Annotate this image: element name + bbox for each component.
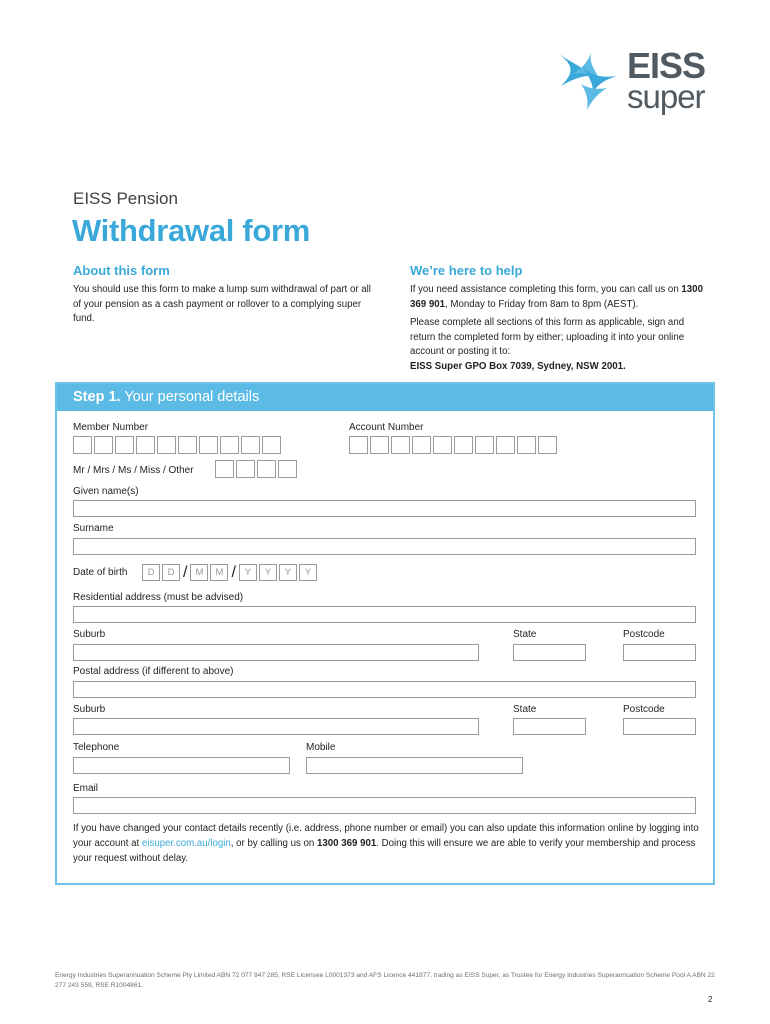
residential-address-label: Residential address (must be advised) bbox=[73, 592, 244, 603]
member-number-input[interactable] bbox=[73, 436, 283, 454]
state-input[interactable] bbox=[513, 644, 586, 661]
dob-year-box[interactable]: Y bbox=[279, 564, 297, 581]
state-label: State bbox=[513, 629, 537, 640]
residential-address-input[interactable] bbox=[73, 606, 696, 623]
title-input[interactable] bbox=[215, 460, 299, 478]
help-text-a: If you need assistance completing this form, you can call us on bbox=[410, 284, 682, 295]
note-text-a: If you have changed your contact details recently (i.e. address, phone number or email) you can also update this information online by logging into your account at bbox=[73, 823, 699, 849]
suburb-input[interactable] bbox=[73, 644, 479, 661]
logo-text-eiss: EISS bbox=[627, 45, 706, 86]
postal-suburb-input[interactable] bbox=[73, 718, 479, 735]
dob-label: Date of birth bbox=[73, 567, 128, 578]
title-label: Mr / Mrs / Ms / Miss / Other bbox=[73, 465, 194, 476]
contact-update-note bbox=[73, 821, 703, 866]
dob-month-box[interactable]: M bbox=[210, 564, 228, 581]
help-heading: We’re here to help bbox=[410, 263, 523, 278]
postal-address-label: Postal address (if different to above) bbox=[73, 666, 234, 677]
dob-year-box[interactable]: Y bbox=[259, 564, 277, 581]
email-input[interactable] bbox=[73, 797, 696, 814]
dob-day-box[interactable]: D bbox=[162, 564, 180, 581]
surname-label: Surname bbox=[73, 523, 114, 534]
step-1-header bbox=[57, 384, 713, 411]
help-text-b: , Monday to Friday from 8am to 8pm (AEST). bbox=[445, 298, 639, 310]
logo-text-super: super bbox=[627, 78, 705, 115]
postcode-label: Postcode bbox=[623, 629, 665, 640]
postal-suburb-label: Suburb bbox=[73, 704, 106, 715]
surname-input[interactable] bbox=[73, 538, 696, 555]
account-number-input[interactable] bbox=[349, 436, 559, 454]
note-phone: 1300 369 901 bbox=[316, 838, 377, 849]
account-number-label: Account Number bbox=[349, 422, 424, 433]
step-number: Step 1. bbox=[73, 389, 121, 405]
given-names-input[interactable] bbox=[73, 500, 696, 517]
note-text-c: . Doing this will ensure we are able to verify your membership and process your request without delay. bbox=[73, 838, 696, 864]
step-title: Your personal details bbox=[124, 389, 260, 405]
dob-month-box[interactable]: M bbox=[190, 564, 208, 581]
note-text-b: , or by calling us on bbox=[230, 838, 317, 849]
help-phone: 1300 369 901 bbox=[410, 284, 703, 310]
dob-input[interactable] bbox=[142, 564, 319, 581]
page-number: 2 bbox=[708, 995, 713, 1004]
form-title: Withdrawal form bbox=[72, 213, 311, 248]
dob-day-box[interactable]: D bbox=[142, 564, 160, 581]
postcode-input[interactable] bbox=[623, 644, 696, 661]
mobile-input[interactable] bbox=[306, 757, 523, 774]
help-paragraph-2 bbox=[410, 316, 710, 374]
dob-year-box[interactable]: Y bbox=[239, 564, 257, 581]
suburb-label: Suburb bbox=[73, 629, 106, 640]
footer-legal-text: Energy Industries Superannuation Scheme Pty Limited ABN 72 077 947 285, RSE Licensee L0001373 and AFS Licence 441877, trading as EISS Super, as Trustee for Energy Industries Superannuation Scheme Pool A ABN 22 277 243 559, RSE R1004861. bbox=[55, 972, 715, 989]
email-label: Email bbox=[73, 783, 99, 794]
member-number-label: Member Number bbox=[73, 422, 149, 433]
postal-address-input[interactable] bbox=[73, 681, 696, 698]
dob-separator: / bbox=[183, 564, 188, 581]
about-text: You should use this form to make a lump sum withdrawal of part or all of your pension as a cash payment or rollover to a complying super fund. bbox=[73, 284, 371, 324]
about-heading: About this form bbox=[73, 263, 170, 278]
dob-separator: / bbox=[231, 564, 236, 581]
postal-postcode-input[interactable] bbox=[623, 718, 696, 735]
mobile-label: Mobile bbox=[306, 742, 336, 753]
dob-year-box[interactable]: Y bbox=[299, 564, 317, 581]
postal-postcode-label: Postcode bbox=[623, 704, 665, 715]
form-subtitle: EISS Pension bbox=[73, 189, 178, 208]
login-link[interactable]: eisuper.com.au/login bbox=[141, 838, 231, 849]
telephone-label: Telephone bbox=[73, 742, 120, 753]
telephone-input[interactable] bbox=[73, 757, 290, 774]
postal-state-label: State bbox=[513, 704, 537, 715]
help-paragraph-1 bbox=[410, 283, 710, 312]
given-names-label: Given name(s) bbox=[73, 486, 139, 497]
eiss-super-logo bbox=[553, 46, 723, 116]
help-postal-address: EISS Super GPO Box 7039, Sydney, NSW 2001. bbox=[410, 360, 626, 372]
swirl-logo-icon bbox=[553, 46, 623, 116]
help-instructions: Please complete all sections of this form as applicable, sign and return the completed form by either; uploading it into your online account or posting it to: bbox=[410, 317, 685, 357]
postal-state-input[interactable] bbox=[513, 718, 586, 735]
